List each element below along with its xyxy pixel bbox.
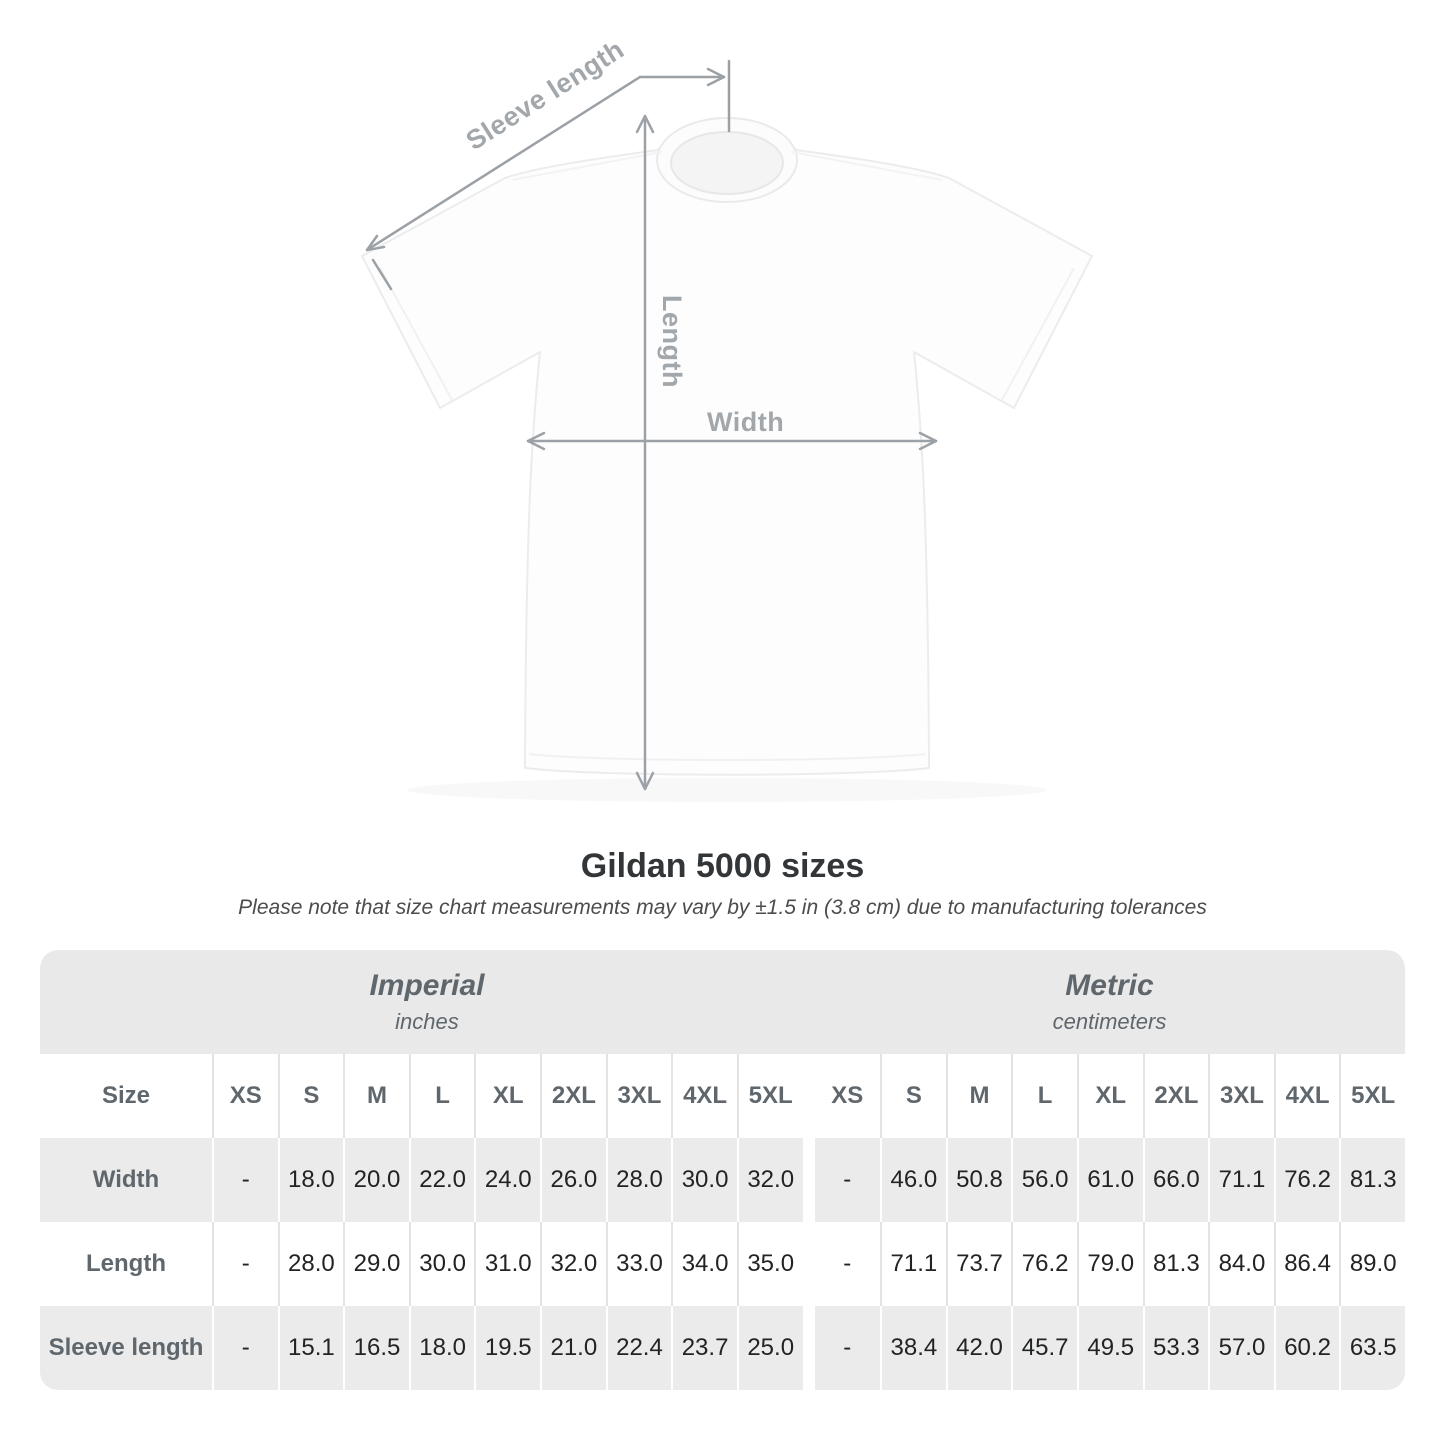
sleeve-length-value: 49.5 — [1077, 1306, 1143, 1390]
width-value: 30.0 — [671, 1138, 737, 1222]
shirt-shadow — [407, 778, 1047, 802]
imperial-size-header: 3XL — [606, 1054, 672, 1138]
metric-size-header: XL — [1077, 1054, 1143, 1138]
width-value: 28.0 — [606, 1138, 672, 1222]
length-value: 79.0 — [1077, 1222, 1143, 1306]
sleeve-length-value: 42.0 — [946, 1306, 1012, 1390]
sleeve-length-value: 21.0 — [540, 1306, 606, 1390]
length-value: 84.0 — [1208, 1222, 1274, 1306]
imperial-size-header: S — [278, 1054, 344, 1138]
metric-size-header: 2XL — [1143, 1054, 1209, 1138]
length-value: 33.0 — [606, 1222, 672, 1306]
metric-size-header: 5XL — [1339, 1054, 1405, 1138]
length-value: 89.0 — [1339, 1222, 1405, 1306]
imperial-size-header: M — [343, 1054, 409, 1138]
imperial-group-header — [40, 969, 814, 1035]
unit-group-band — [40, 950, 1405, 1054]
imperial-label: Imperial — [369, 969, 485, 1002]
width-value: 20.0 — [343, 1138, 409, 1222]
imperial-size-header: 4XL — [671, 1054, 737, 1138]
length-value: - — [212, 1222, 278, 1306]
length-value: 71.1 — [880, 1222, 946, 1306]
sleeve-length-value: - — [212, 1306, 278, 1390]
sleeve-length-value: 18.0 — [409, 1306, 475, 1390]
length-value: 76.2 — [1011, 1222, 1077, 1306]
length-value: 28.0 — [278, 1222, 344, 1306]
metric-size-header: XS — [815, 1054, 881, 1138]
width-value: 26.0 — [540, 1138, 606, 1222]
width-value: 46.0 — [880, 1138, 946, 1222]
width-value: 18.0 — [278, 1138, 344, 1222]
width-value: 24.0 — [474, 1138, 540, 1222]
sleeve-length-value: 25.0 — [737, 1306, 803, 1390]
length-value: 29.0 — [343, 1222, 409, 1306]
collar-inner — [671, 132, 783, 194]
width-value: 50.8 — [946, 1138, 1012, 1222]
imperial-size-header: XL — [474, 1054, 540, 1138]
sleeve-length-value: 60.2 — [1274, 1306, 1340, 1390]
length-value: 73.7 — [946, 1222, 1012, 1306]
length-value: - — [815, 1222, 881, 1306]
tolerance-note: Please note that size chart measurements may vary by ±1.5 in (3.8 cm) due to manufacturing tolerances — [238, 896, 1207, 919]
sleeve-length-value: 16.5 — [343, 1306, 409, 1390]
sleeve-length-value: 63.5 — [1339, 1306, 1405, 1390]
metric-unit-label: centimeters — [1052, 1009, 1167, 1034]
imperial-size-header: XS — [212, 1054, 278, 1138]
length-label: Length — [656, 295, 687, 388]
size-chart-table — [40, 950, 1405, 1390]
length-value: 30.0 — [409, 1222, 475, 1306]
imperial-size-header: 5XL — [737, 1054, 803, 1138]
sleeve-length-value: 53.3 — [1143, 1306, 1209, 1390]
sleeve-length-value: 15.1 — [278, 1306, 344, 1390]
sleeve-length-value: - — [815, 1306, 881, 1390]
width-value: 66.0 — [1143, 1138, 1209, 1222]
group-divider — [803, 1138, 815, 1222]
sleeve-length-value: 38.4 — [880, 1306, 946, 1390]
width-value: - — [212, 1138, 278, 1222]
length-value: 34.0 — [671, 1222, 737, 1306]
width-value: 81.3 — [1339, 1138, 1405, 1222]
group-divider — [803, 1054, 815, 1138]
tshirt-outline — [362, 131, 1092, 775]
width-value: 61.0 — [1077, 1138, 1143, 1222]
width-value: 76.2 — [1274, 1138, 1340, 1222]
length-value: 86.4 — [1274, 1222, 1340, 1306]
length-value: 35.0 — [737, 1222, 803, 1306]
width-value: 22.0 — [409, 1138, 475, 1222]
group-divider — [803, 1306, 815, 1390]
width-label: Width — [707, 407, 785, 437]
size-corner-header: Size — [40, 1054, 212, 1138]
imperial-size-header: L — [409, 1054, 475, 1138]
width-value: 56.0 — [1011, 1138, 1077, 1222]
page-title: Gildan 5000 sizes — [580, 847, 865, 885]
row-label-width: Width — [40, 1138, 212, 1222]
metric-group-header — [814, 969, 1405, 1035]
metric-size-header: M — [946, 1054, 1012, 1138]
metric-label: Metric — [1065, 969, 1154, 1002]
row-label-sleeve-length: Sleeve length — [40, 1306, 212, 1390]
sleeve-length-value: 45.7 — [1011, 1306, 1077, 1390]
width-value: 32.0 — [737, 1138, 803, 1222]
imperial-size-header: 2XL — [540, 1054, 606, 1138]
sleeve-length-value: 23.7 — [671, 1306, 737, 1390]
length-value: 81.3 — [1143, 1222, 1209, 1306]
row-label-length: Length — [40, 1222, 212, 1306]
imperial-unit-label: inches — [395, 1009, 459, 1034]
metric-size-header: 4XL — [1274, 1054, 1340, 1138]
group-divider — [803, 1222, 815, 1306]
sleeve-length-value: 19.5 — [474, 1306, 540, 1390]
width-value: 71.1 — [1208, 1138, 1274, 1222]
metric-size-header: L — [1011, 1054, 1077, 1138]
metric-size-header: 3XL — [1208, 1054, 1274, 1138]
sleeve-length-value: 57.0 — [1208, 1306, 1274, 1390]
length-value: 32.0 — [540, 1222, 606, 1306]
metric-size-header: S — [880, 1054, 946, 1138]
sleeve-length-value: 22.4 — [606, 1306, 672, 1390]
sleeve-length-label: Sleeve length — [460, 34, 630, 157]
length-value: 31.0 — [474, 1222, 540, 1306]
width-value: - — [815, 1138, 881, 1222]
